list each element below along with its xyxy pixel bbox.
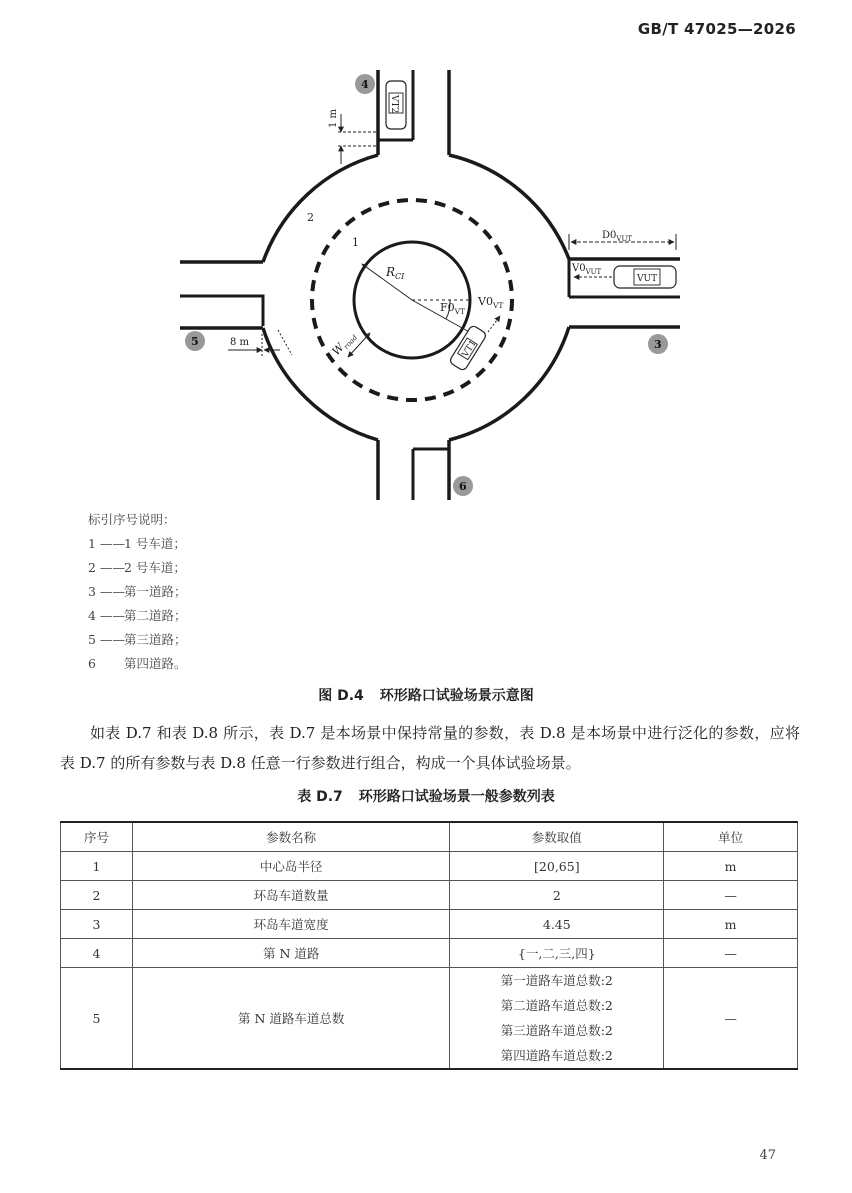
page-number: 47 — [759, 1148, 776, 1163]
road5-badge — [185, 331, 205, 351]
figure-caption-text: 环形路口试验场景示意图 — [379, 688, 534, 704]
vut-label: VUT — [637, 274, 658, 284]
vut-car — [614, 266, 676, 288]
wroad-label: $W_{road}$ — [329, 333, 360, 359]
col-header-unit: 单位 — [664, 822, 798, 852]
table-row: 3 环岛车道宽度 4.45 m — [61, 910, 798, 939]
gap-8m-label: 8 m — [230, 337, 250, 348]
vt1-label: VT1 — [460, 338, 479, 360]
figure-caption — [0, 685, 852, 705]
table-caption — [0, 786, 852, 806]
standard-code: GB/T 47025—2026 — [637, 20, 796, 38]
svg-text:3: 3 — [654, 338, 662, 351]
vt2-label: VT2 — [389, 95, 399, 114]
legend-title: 标引序号说明： — [88, 512, 176, 527]
f0-label: $F0_{VT}$ — [440, 301, 466, 316]
table-row: 2 环岛车道数量 2 — — [61, 881, 798, 910]
legend-item: 1 —— 1 号车道； — [88, 536, 186, 551]
rci-label: $R_{CI}$ — [386, 265, 405, 281]
lane1-label: 1 — [352, 236, 359, 249]
legend-item: 5 —— 第三道路； — [88, 632, 187, 647]
table-row: 4 第 N 道路 {一,二,三,四} — — [61, 939, 798, 968]
v0vt-label: $V0_{VT}$ — [478, 295, 504, 310]
vt1-car — [449, 325, 488, 372]
col-header-no: 序号 — [61, 822, 133, 852]
table-caption-text: 环形路口试验场景一般参数列表 — [358, 789, 555, 805]
svg-text:6: 6 — [459, 480, 467, 493]
legend-item: 6 第四道路。 — [88, 656, 187, 671]
lane-count-values: 第一道路车道总数:2 第二道路车道总数:2 第三道路车道总数:2 第四道路车道总数:2 — [450, 968, 664, 1070]
road6-badge — [453, 476, 473, 496]
figure-caption-number: 图 D.4 — [318, 688, 364, 704]
table-row: 5 第 N 道路车道总数 第一道路车道总数:2 第二道路车道总数:2 第三道路车道总数:2 第四道路车道总数:2 — — [61, 968, 798, 1070]
road3-badge — [648, 334, 668, 354]
gap-1m-label: 1 m — [328, 108, 339, 128]
roundabout-diagram — [0, 0, 852, 505]
lane-dividers — [180, 70, 680, 500]
parameter-table — [60, 821, 798, 1070]
svg-text:4: 4 — [361, 78, 369, 91]
v0vut-label: $V0_{VUT}$ — [572, 263, 602, 276]
table-row: 1 中心岛半径 [20,65] m — [61, 852, 798, 881]
lane2-label: 2 — [307, 211, 314, 224]
legend-item: 3 —— 第一道路； — [88, 584, 187, 599]
col-header-value: 参数取值 — [450, 822, 664, 852]
road4-badge — [355, 74, 375, 94]
legend-item: 4 —— 第二道路； — [88, 608, 187, 623]
legend-item: 2 —— 2 号车道； — [88, 560, 186, 575]
body-paragraph: 如表 D.7 和表 D.8 所示，表 D.7 是本场景中保持常量的参数，表 D.8 是本场景中进行泛化的参数，应将表 D.7 的所有参数与表 D.8 任意一行参数进行组合，构成一个具体试验场景。 — [60, 724, 800, 772]
d0-label: $D0_{VUT}$ — [602, 230, 633, 243]
road-edges — [180, 70, 680, 500]
vt2-car — [386, 81, 406, 129]
table-caption-number: 表 D.7 — [297, 789, 343, 805]
col-header-name: 参数名称 — [132, 822, 450, 852]
figure-legend — [88, 508, 187, 676]
table-header-row — [61, 822, 798, 852]
svg-text:5: 5 — [191, 335, 199, 348]
